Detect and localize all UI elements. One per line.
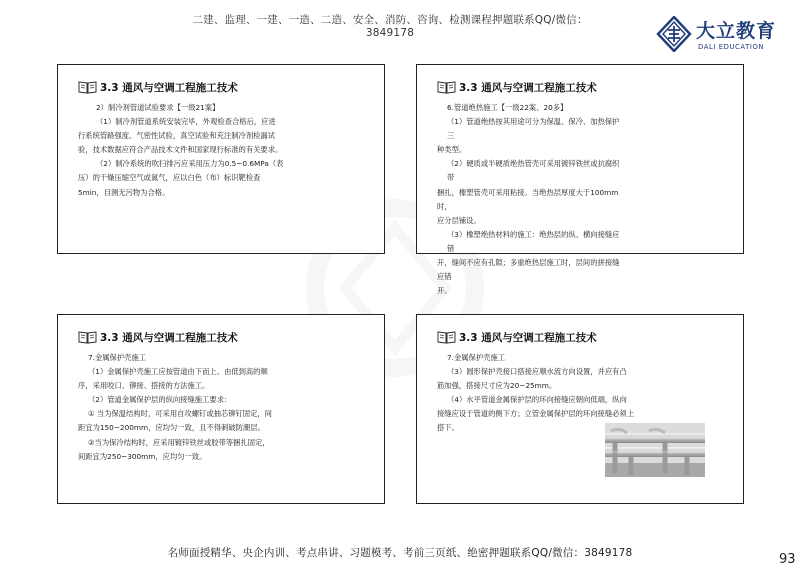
text-line: 7.金属保护壳施工	[447, 353, 506, 362]
book-icon	[78, 330, 97, 344]
slide-1	[57, 64, 385, 254]
text-line: 距宜为150~200mm，应均匀一致，且不得刺破防潮层。	[78, 423, 265, 433]
text-line: （2）硬质或半硬质绝热管壳可采用镀锌铁丝或抗腐织带	[447, 159, 620, 183]
text-line: （4）水平管道金属保护层的环向接缝应朝向低端，纵向	[447, 395, 627, 405]
text-line: （1）制冷剂管道系统安装完毕，外观检查合格后，应进	[96, 117, 276, 127]
text-line: （1）管道绝热按其用途可分为保温、保冷、加热保护三	[447, 117, 620, 141]
text-line: 序，采用咬口、铆接、搭接的方法施工。	[78, 381, 210, 391]
text-line: （2）管道金属保护层的纵向接缝施工要求：	[88, 395, 232, 405]
text-line: 开。	[437, 286, 452, 296]
slide-body	[78, 351, 318, 464]
header-banner: 二建、监理、一建、一造、二造、安全、消防、咨询、检测课程押题联系QQ/微信：3849178	[192, 14, 588, 39]
logo-english-text: DALI EDUCATION	[698, 43, 765, 51]
text-line: 2）制冷剂管道试验要求【一级21案】	[96, 103, 220, 112]
text-line: ②当为保冷结构时，应采用镀锌铁丝或胶带等捆扎固定，	[88, 437, 270, 447]
slide-body	[437, 101, 623, 298]
book-icon	[437, 80, 456, 94]
page-number: 93	[779, 552, 796, 566]
insulated-pipes-photo	[605, 423, 705, 477]
logo-chinese-text: 大立教育	[696, 20, 777, 42]
text-line: 7.金属保护壳施工	[88, 353, 147, 362]
text-line: 种类型。	[437, 145, 467, 155]
slide-title: 3.3 通风与空调工程施工技术	[100, 332, 238, 344]
text-line: 开，缝间不应有孔隙；多重绝热层施工时，层间的拼接缝应错	[437, 258, 620, 282]
text-line: 筋加强，搭接尺寸应为20~25mm。	[437, 381, 557, 391]
text-line: 验，技术数据应符合产品技术文件和国家现行标准的有关要求。	[78, 145, 283, 155]
slide-title: 3.3 通风与空调工程施工技术	[459, 332, 597, 344]
slide-title: 3.3 通风与空调工程施工技术	[100, 82, 238, 94]
text-line: 压）的干燥压缩空气或氮气，应以白色（布）标识靶检查	[78, 173, 261, 183]
text-line: （3）圆形保护壳接口搭接应顺水流方向设置，并应有凸	[447, 367, 627, 377]
slide-3	[57, 314, 385, 504]
text-line: （3）橡塑绝热材料的施工：绝热层的纵、横向接缝应错	[447, 229, 620, 253]
slide-body	[78, 101, 318, 200]
text-line: 接缝应设于管道的侧下方；立管金属保护层的环向接缝必须上	[437, 409, 635, 419]
book-icon	[437, 330, 456, 344]
text-line: 5min，目测无污物为合格。	[78, 187, 170, 197]
footer-banner: 名师面授精华、央企内训、考点串讲、习题模考、考前三页纸、绝密押题联系QQ/微信：3849178	[167, 547, 633, 559]
slide-4	[416, 314, 744, 504]
slide-title: 3.3 通风与空调工程施工技术	[459, 82, 597, 94]
text-line: ① 当为保温结构时，可采用自攻螺钉或抽芯铆钉固定，间	[88, 409, 272, 419]
text-line: 行系统管路强度、气密性试验，真空试验和充注制冷剂检漏试	[78, 131, 276, 141]
text-line: 捆扎，橡塑管壳可采用粘接。当绝热层厚度大于100mm时，	[437, 187, 619, 211]
dali-logo	[656, 14, 776, 58]
text-line: 间距宜为250~300mm，应均匀一致。	[78, 451, 207, 461]
slide-2	[416, 64, 744, 296]
text-line: 搭下。	[437, 423, 459, 433]
text-line: 6.管道绝热施工【一级22案、20多】	[447, 103, 568, 112]
dali-logo-icon	[656, 16, 692, 52]
text-line: （1）金属保护壳施工应按管道由下而上、由低到高的顺	[88, 367, 268, 377]
text-line: （2）制冷系统的吹扫排污应采用压力为0.5~0.6MPa（表	[96, 159, 284, 169]
book-icon	[78, 80, 97, 94]
text-line: 应分层铺设。	[437, 215, 481, 225]
